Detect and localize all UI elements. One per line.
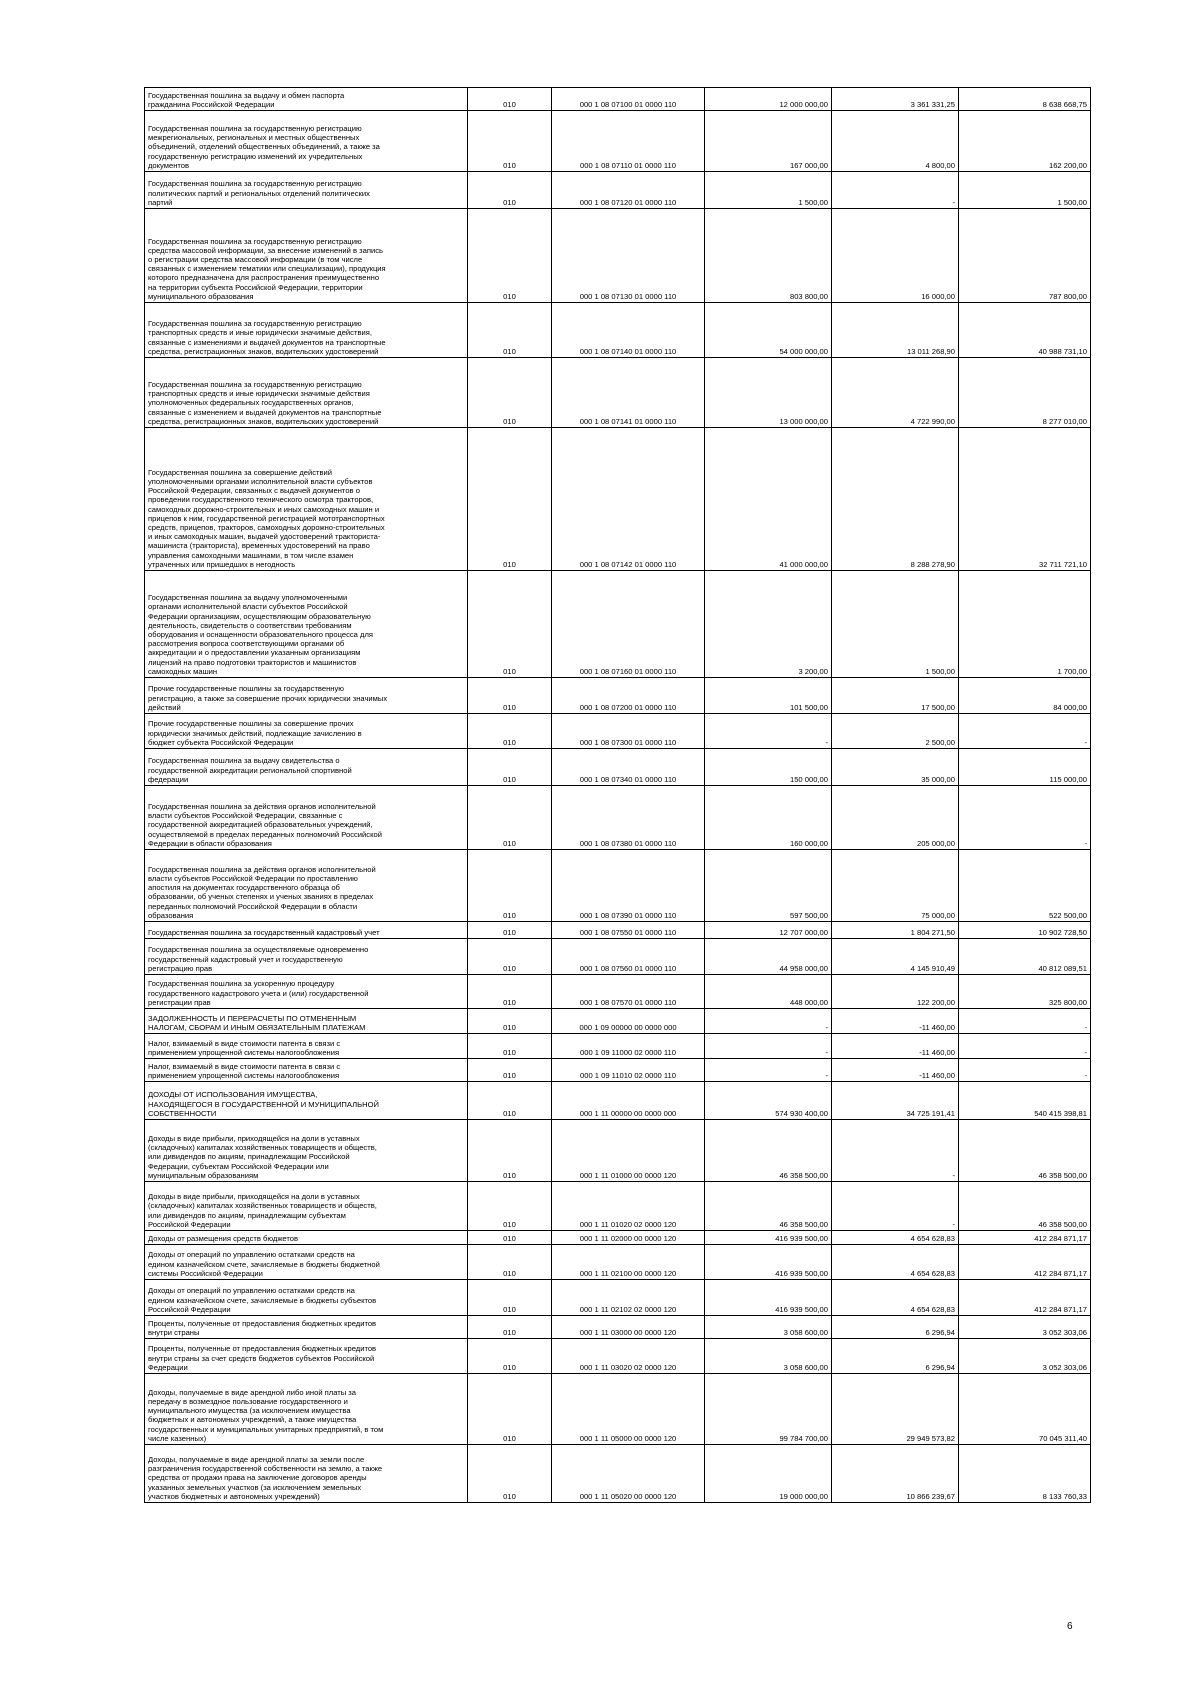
row-budget-code: 000 1 11 03000 00 0000 120 bbox=[552, 1316, 705, 1339]
row-approved-amount: 416 939 500,00 bbox=[705, 1280, 832, 1316]
row-name: ДОХОДЫ ОТ ИСПОЛЬЗОВАНИЯ ИМУЩЕСТВА, НАХОДЯЩЕГОСЯ В ГОСУДАРСТВЕННОЙ И МУНИЦИПАЛЬНОЙ СОБСТВЕННОСТИ bbox=[145, 1082, 468, 1120]
row-executed-amount: -11 460,00 bbox=[832, 1059, 959, 1082]
row-executed-amount: -11 460,00 bbox=[832, 1034, 959, 1059]
row-approved-amount: 574 930 400,00 bbox=[705, 1082, 832, 1120]
row-budget-code: 000 1 11 01000 00 0000 120 bbox=[552, 1120, 705, 1182]
row-line-code: 010 bbox=[468, 1182, 552, 1231]
row-name: Государственная пошлина за выдачу и обмен паспорта гражданина Российской Федерации bbox=[145, 88, 468, 111]
row-name: Государственная пошлина за осуществляемые одновременно государственный кадастровый учет и государственную регистрацию прав bbox=[145, 939, 468, 975]
row-unexecuted-amount: 522 500,00 bbox=[959, 850, 1091, 922]
row-name: Проценты, полученные от предоставления бюджетных кредитов внутри страны за счет средств бюджетов субъектов Российской Федерации bbox=[145, 1339, 468, 1374]
row-line-code: 010 bbox=[468, 1034, 552, 1059]
table-row bbox=[145, 209, 1091, 303]
row-name: Государственная пошлина за государственную регистрацию межрегиональных, региональных и местных общественных объединений, отделений общественных объединений, а также за государственную регистрацию изменений их учредительных документов bbox=[145, 111, 468, 172]
table-row bbox=[145, 571, 1091, 678]
row-name: Государственная пошлина за ускоренную процедуру государственного кадастрового учета и (или) государственной регистрации прав bbox=[145, 975, 468, 1009]
row-budget-code: 000 1 08 07140 01 0000 110 bbox=[552, 303, 705, 358]
table-row bbox=[145, 428, 1091, 571]
row-unexecuted-amount: 10 902 728,50 bbox=[959, 922, 1091, 939]
row-approved-amount: - bbox=[705, 714, 832, 749]
table-row bbox=[145, 714, 1091, 749]
row-approved-amount: 46 358 500,00 bbox=[705, 1182, 832, 1231]
row-executed-amount: 10 866 239,67 bbox=[832, 1445, 959, 1503]
row-budget-code: 000 1 08 07340 01 0000 110 bbox=[552, 749, 705, 786]
row-budget-code: 000 1 11 02100 00 0000 120 bbox=[552, 1245, 705, 1280]
row-unexecuted-amount: 46 358 500,00 bbox=[959, 1182, 1091, 1231]
row-executed-amount: - bbox=[832, 1182, 959, 1231]
row-unexecuted-amount: 40 988 731,10 bbox=[959, 303, 1091, 358]
row-approved-amount: 101 500,00 bbox=[705, 678, 832, 714]
row-approved-amount: 3 058 600,00 bbox=[705, 1316, 832, 1339]
row-budget-code: 000 1 09 11000 02 0000 110 bbox=[552, 1034, 705, 1059]
row-approved-amount: 3 058 600,00 bbox=[705, 1339, 832, 1374]
row-approved-amount: 46 358 500,00 bbox=[705, 1120, 832, 1182]
row-executed-amount: 122 200,00 bbox=[832, 975, 959, 1009]
row-line-code: 010 bbox=[468, 1445, 552, 1503]
row-unexecuted-amount: 325 800,00 bbox=[959, 975, 1091, 1009]
table-row bbox=[145, 1245, 1091, 1280]
row-executed-amount: -11 460,00 bbox=[832, 1009, 959, 1034]
row-budget-code: 000 1 08 07100 01 0000 110 bbox=[552, 88, 705, 111]
row-name: Доходы, получаемые в виде арендной платы за земли после разграничения государственной собственности на землю, а также средства от продажи права на заключение договоров аренды указанных земельных участков (за исключением земельных участков бюджетных и автономных учреждений) bbox=[145, 1445, 468, 1503]
row-unexecuted-amount: 1 700,00 bbox=[959, 571, 1091, 678]
row-budget-code: 000 1 08 07120 01 0000 110 bbox=[552, 172, 705, 209]
row-budget-code: 000 1 08 07380 01 0000 110 bbox=[552, 786, 705, 850]
row-executed-amount: 16 000,00 bbox=[832, 209, 959, 303]
row-executed-amount: 4 654 628,83 bbox=[832, 1231, 959, 1245]
row-line-code: 010 bbox=[468, 1059, 552, 1082]
table-row bbox=[145, 922, 1091, 939]
row-approved-amount: 803 800,00 bbox=[705, 209, 832, 303]
row-executed-amount: 1 804 271,50 bbox=[832, 922, 959, 939]
row-name: Государственная пошлина за государственную регистрацию транспортных средств и иные юридически значимые действия, связанные с изменениями и выдачей документов на транспортные средства, регистрационных знаков, водительских удостоверений bbox=[145, 303, 468, 358]
row-unexecuted-amount: 8 133 760,33 bbox=[959, 1445, 1091, 1503]
table-row bbox=[145, 1316, 1091, 1339]
table-row bbox=[145, 88, 1091, 111]
row-executed-amount: 4 145 910,49 bbox=[832, 939, 959, 975]
row-name: Доходы от операций по управлению остатками средств на едином казначейском счете, зачисляемые в бюджеты субъектов Российской Федерации bbox=[145, 1280, 468, 1316]
row-name: Государственная пошлина за выдачу уполномоченными органами исполнительной власти субъектов Российской Федерации организациям, осуществляющим образовательную деятельность, свидетельств о соответствии требованиям оборудования и оснащенности образовательного процесса для рассмотрения вопроса соответствующими органами об аккредитации и о предоставлении указанным организациям лицензий на право подготовки трактористов и машинистов самоходных машин bbox=[145, 571, 468, 678]
table-row bbox=[145, 358, 1091, 428]
revenue-table-body bbox=[145, 88, 1091, 1503]
row-unexecuted-amount: - bbox=[959, 1034, 1091, 1059]
table-row bbox=[145, 1082, 1091, 1120]
row-unexecuted-amount: 162 200,00 bbox=[959, 111, 1091, 172]
row-executed-amount: 4 654 628,83 bbox=[832, 1245, 959, 1280]
row-budget-code: 000 1 08 07390 01 0000 110 bbox=[552, 850, 705, 922]
table-row bbox=[145, 850, 1091, 922]
row-approved-amount: 3 200,00 bbox=[705, 571, 832, 678]
row-line-code: 010 bbox=[468, 786, 552, 850]
row-unexecuted-amount: 8 277 010,00 bbox=[959, 358, 1091, 428]
row-line-code: 010 bbox=[468, 975, 552, 1009]
table-row bbox=[145, 1445, 1091, 1503]
row-unexecuted-amount: - bbox=[959, 714, 1091, 749]
row-line-code: 010 bbox=[468, 1280, 552, 1316]
row-line-code: 010 bbox=[468, 111, 552, 172]
row-budget-code: 000 1 11 02102 02 0000 120 bbox=[552, 1280, 705, 1316]
row-line-code: 010 bbox=[468, 1339, 552, 1374]
table-row bbox=[145, 111, 1091, 172]
row-budget-code: 000 1 11 02000 00 0000 120 bbox=[552, 1231, 705, 1245]
row-approved-amount: 160 000,00 bbox=[705, 786, 832, 850]
row-name: Доходы в виде прибыли, приходящейся на доли в уставных (складочных) капиталах хозяйственных товариществ и обществ, или дивидендов по акциям, принадлежащим субъектам Российской Федерации bbox=[145, 1182, 468, 1231]
row-line-code: 010 bbox=[468, 678, 552, 714]
table-row bbox=[145, 1339, 1091, 1374]
row-line-code: 010 bbox=[468, 303, 552, 358]
row-line-code: 010 bbox=[468, 749, 552, 786]
row-budget-code: 000 1 08 07200 01 0000 110 bbox=[552, 678, 705, 714]
row-executed-amount: 8 288 278,90 bbox=[832, 428, 959, 571]
row-line-code: 010 bbox=[468, 1245, 552, 1280]
row-line-code: 010 bbox=[468, 1231, 552, 1245]
row-approved-amount: 167 000,00 bbox=[705, 111, 832, 172]
row-unexecuted-amount: 787 800,00 bbox=[959, 209, 1091, 303]
row-unexecuted-amount: 412 284 871,17 bbox=[959, 1245, 1091, 1280]
row-approved-amount: 448 000,00 bbox=[705, 975, 832, 1009]
row-name: Налог, взимаемый в виде стоимости патента в связи с применением упрощенной системы налогообложения bbox=[145, 1059, 468, 1082]
row-name: Прочие государственные пошлины за совершение прочих юридически значимых действий, подлежащие зачислению в бюджет субъекта Российской Федерации bbox=[145, 714, 468, 749]
row-approved-amount: 597 500,00 bbox=[705, 850, 832, 922]
row-executed-amount: 4 800,00 bbox=[832, 111, 959, 172]
row-unexecuted-amount: 3 052 303,06 bbox=[959, 1316, 1091, 1339]
row-approved-amount: - bbox=[705, 1034, 832, 1059]
row-approved-amount: 416 939 500,00 bbox=[705, 1245, 832, 1280]
row-unexecuted-amount: 84 000,00 bbox=[959, 678, 1091, 714]
row-name: Доходы от размещения средств бюджетов bbox=[145, 1231, 468, 1245]
row-unexecuted-amount: 70 045 311,40 bbox=[959, 1374, 1091, 1445]
row-unexecuted-amount: 1 500,00 bbox=[959, 172, 1091, 209]
row-unexecuted-amount: 3 052 303,06 bbox=[959, 1339, 1091, 1374]
table-row bbox=[145, 172, 1091, 209]
row-budget-code: 000 1 11 05020 00 0000 120 bbox=[552, 1445, 705, 1503]
row-name: Доходы от операций по управлению остатками средств на едином казначейском счете, зачисляемые в бюджеты бюджетной системы Российской Федерации bbox=[145, 1245, 468, 1280]
row-unexecuted-amount: 412 284 871,17 bbox=[959, 1231, 1091, 1245]
row-unexecuted-amount: 46 358 500,00 bbox=[959, 1120, 1091, 1182]
row-budget-code: 000 1 09 11010 02 0000 110 bbox=[552, 1059, 705, 1082]
row-line-code: 010 bbox=[468, 850, 552, 922]
row-line-code: 010 bbox=[468, 88, 552, 111]
row-approved-amount: 13 000 000,00 bbox=[705, 358, 832, 428]
row-executed-amount: 35 000,00 bbox=[832, 749, 959, 786]
row-executed-amount: 3 361 331,25 bbox=[832, 88, 959, 111]
table-row bbox=[145, 1231, 1091, 1245]
row-line-code: 010 bbox=[468, 1009, 552, 1034]
row-name: ЗАДОЛЖЕННОСТЬ И ПЕРЕРАСЧЕТЫ ПО ОТМЕНЕННЫМ НАЛОГАМ, СБОРАМ И ИНЫМ ОБЯЗАТЕЛЬНЫМ ПЛАТЕЖАМ bbox=[145, 1009, 468, 1034]
row-executed-amount: 6 296,94 bbox=[832, 1339, 959, 1374]
row-name: Доходы, получаемые в виде арендной либо иной платы за передачу в возмездное пользование государственного и муниципального имущества (за исключением имущества бюджетных и автономных учреждений, а также имущества государственных и муниципальных унитарных предприятий, в том числе казенных) bbox=[145, 1374, 468, 1445]
row-approved-amount: - bbox=[705, 1009, 832, 1034]
table-row bbox=[145, 1120, 1091, 1182]
row-name: Государственная пошлина за государственную регистрацию транспортных средств и иные юридически значимые действия уполномоченных федеральных государственных органов, связанные с изменением и выдачей документов на транспортные средства, регистрационных знаков, водительских удостоверений bbox=[145, 358, 468, 428]
row-approved-amount: 416 939 500,00 bbox=[705, 1231, 832, 1245]
row-unexecuted-amount: - bbox=[959, 786, 1091, 850]
table-row bbox=[145, 786, 1091, 850]
row-approved-amount: 99 784 700,00 bbox=[705, 1374, 832, 1445]
row-executed-amount: 2 500,00 bbox=[832, 714, 959, 749]
row-line-code: 010 bbox=[468, 1082, 552, 1120]
table-row bbox=[145, 939, 1091, 975]
row-name: Государственная пошлина за действия органов исполнительной власти субъектов Российской Федерации по проставлению апостиля на документах государственного образца об образовании, об ученых степенях и ученых званиях в пределах переданных полномочий Российской Федерации в области образования bbox=[145, 850, 468, 922]
row-executed-amount: 4 654 628,83 bbox=[832, 1280, 959, 1316]
row-line-code: 010 bbox=[468, 714, 552, 749]
row-executed-amount: 6 296,94 bbox=[832, 1316, 959, 1339]
row-approved-amount: 54 000 000,00 bbox=[705, 303, 832, 358]
table-row bbox=[145, 303, 1091, 358]
row-line-code: 010 bbox=[468, 428, 552, 571]
row-budget-code: 000 1 08 07110 01 0000 110 bbox=[552, 111, 705, 172]
row-line-code: 010 bbox=[468, 1374, 552, 1445]
table-row bbox=[145, 975, 1091, 1009]
row-approved-amount: 150 000,00 bbox=[705, 749, 832, 786]
row-executed-amount: 13 011 268,90 bbox=[832, 303, 959, 358]
table-row bbox=[145, 1009, 1091, 1034]
row-unexecuted-amount: 8 638 668,75 bbox=[959, 88, 1091, 111]
row-approved-amount: 1 500,00 bbox=[705, 172, 832, 209]
row-line-code: 010 bbox=[468, 1120, 552, 1182]
row-executed-amount: 4 722 990,00 bbox=[832, 358, 959, 428]
row-name: Прочие государственные пошлины за государственную регистрацию, а также за совершение прочих юридически значимых действий bbox=[145, 678, 468, 714]
row-approved-amount: 44 958 000,00 bbox=[705, 939, 832, 975]
row-name: Доходы в виде прибыли, приходящейся на доли в уставных (складочных) капиталах хозяйственных товариществ и обществ, или дивидендов по акциям, принадлежащим Российской Федерации, субъектам Российской Федерации или муниципальным образованиям bbox=[145, 1120, 468, 1182]
row-line-code: 010 bbox=[468, 209, 552, 303]
row-budget-code: 000 1 08 07300 01 0000 110 bbox=[552, 714, 705, 749]
table-row bbox=[145, 678, 1091, 714]
table-row bbox=[145, 1374, 1091, 1445]
revenue-table bbox=[144, 87, 1091, 1503]
row-budget-code: 000 1 08 07141 01 0000 110 bbox=[552, 358, 705, 428]
row-budget-code: 000 1 08 07550 01 0000 110 bbox=[552, 922, 705, 939]
row-unexecuted-amount: 540 415 398,81 bbox=[959, 1082, 1091, 1120]
row-line-code: 010 bbox=[468, 172, 552, 209]
row-executed-amount: 34 725 191,41 bbox=[832, 1082, 959, 1120]
row-name: Государственная пошлина за совершение действий уполномоченными органами исполнительной власти субъектов Российской Федерации, связанных с выдачей документов о проведении государственного технического осмотра тракторов, самоходных дорожно-строительных и иных самоходных машин и прицепов к ним, государственной регистрацией мототранспортных средств, прицепов, тракторов, самоходных дорожно-строительных и иных самоходных машин, выдачей удостоверений тракториста- машиниста (тракториста), временных удостоверений на право управления самоходными машинами, в том числе взамен утраченных или пришедших в негодность bbox=[145, 428, 468, 571]
row-executed-amount: 17 500,00 bbox=[832, 678, 959, 714]
row-name: Проценты, полученные от предоставления бюджетных кредитов внутри страны bbox=[145, 1316, 468, 1339]
row-line-code: 010 bbox=[468, 358, 552, 428]
row-name: Налог, взимаемый в виде стоимости патента в связи с применением упрощенной системы налогообложения bbox=[145, 1034, 468, 1059]
row-approved-amount: 12 000 000,00 bbox=[705, 88, 832, 111]
row-unexecuted-amount: 40 812 089,51 bbox=[959, 939, 1091, 975]
row-line-code: 010 bbox=[468, 939, 552, 975]
row-executed-amount: 205 000,00 bbox=[832, 786, 959, 850]
row-approved-amount: 12 707 000,00 bbox=[705, 922, 832, 939]
row-unexecuted-amount: 412 284 871,17 bbox=[959, 1280, 1091, 1316]
row-unexecuted-amount: - bbox=[959, 1009, 1091, 1034]
row-line-code: 010 bbox=[468, 571, 552, 678]
row-budget-code: 000 1 09 00000 00 0000 000 bbox=[552, 1009, 705, 1034]
row-budget-code: 000 1 08 07160 01 0000 110 bbox=[552, 571, 705, 678]
table-row bbox=[145, 1280, 1091, 1316]
row-name: Государственная пошлина за действия органов исполнительной власти субъектов Российской Федерации, связанные с государственной аккредитацией образовательных учреждений, осуществляемой в пределах переданных полномочий Российской Федерации в области образования bbox=[145, 786, 468, 850]
row-budget-code: 000 1 11 03020 02 0000 120 bbox=[552, 1339, 705, 1374]
row-name: Государственная пошлина за государственную регистрацию политических партий и региональных отделений политических партий bbox=[145, 172, 468, 209]
row-budget-code: 000 1 08 07142 01 0000 110 bbox=[552, 428, 705, 571]
table-row bbox=[145, 1182, 1091, 1231]
row-budget-code: 000 1 11 00000 00 0000 000 bbox=[552, 1082, 705, 1120]
row-unexecuted-amount: 32 711 721,10 bbox=[959, 428, 1091, 571]
page-number: 6 bbox=[1067, 1621, 1073, 1632]
row-executed-amount: - bbox=[832, 1120, 959, 1182]
row-budget-code: 000 1 11 05000 00 0000 120 bbox=[552, 1374, 705, 1445]
row-name: Государственная пошлина за государственный кадастровый учет bbox=[145, 922, 468, 939]
row-unexecuted-amount: - bbox=[959, 1059, 1091, 1082]
row-budget-code: 000 1 11 01020 02 0000 120 bbox=[552, 1182, 705, 1231]
row-budget-code: 000 1 08 07560 01 0000 110 bbox=[552, 939, 705, 975]
row-approved-amount: 19 000 000,00 bbox=[705, 1445, 832, 1503]
row-line-code: 010 bbox=[468, 922, 552, 939]
row-line-code: 010 bbox=[468, 1316, 552, 1339]
row-executed-amount: 1 500,00 bbox=[832, 571, 959, 678]
table-row bbox=[145, 1059, 1091, 1082]
row-name: Государственная пошлина за выдачу свидетельства о государственной аккредитации региональной спортивной федерации bbox=[145, 749, 468, 786]
row-unexecuted-amount: 115 000,00 bbox=[959, 749, 1091, 786]
row-budget-code: 000 1 08 07570 01 0000 110 bbox=[552, 975, 705, 1009]
row-approved-amount: - bbox=[705, 1059, 832, 1082]
row-executed-amount: - bbox=[832, 172, 959, 209]
table-row bbox=[145, 749, 1091, 786]
row-approved-amount: 41 000 000,00 bbox=[705, 428, 832, 571]
row-budget-code: 000 1 08 07130 01 0000 110 bbox=[552, 209, 705, 303]
row-executed-amount: 75 000,00 bbox=[832, 850, 959, 922]
table-row bbox=[145, 1034, 1091, 1059]
row-executed-amount: 29 949 573,82 bbox=[832, 1374, 959, 1445]
row-name: Государственная пошлина за государственную регистрацию средства массовой информации, за внесение изменений в запись о регистрации средства массовой информации (в том числе связанных с изменением тематики или специализации), продукция которого предназначена для распространения преимущественно на территории субъекта Российской Федерации, территории муниципального образования bbox=[145, 209, 468, 303]
